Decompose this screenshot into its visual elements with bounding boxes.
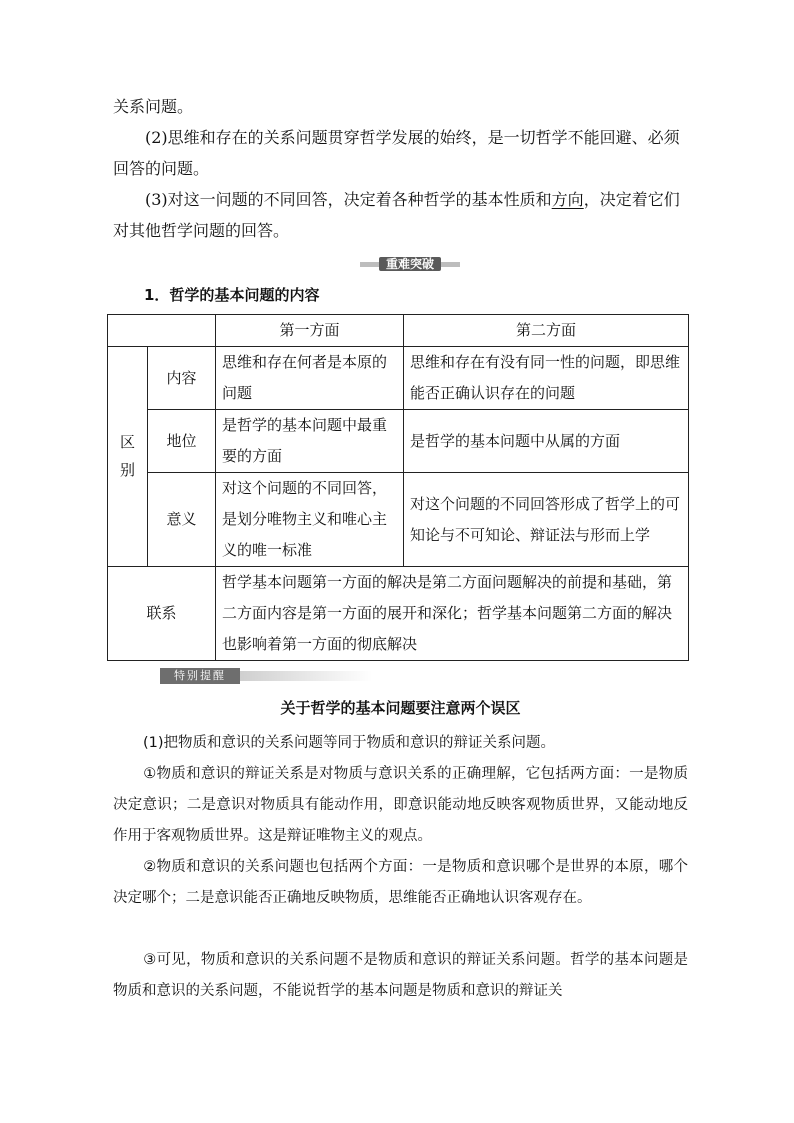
row-first-cell: 是哲学的基本问题中最重要的方面 <box>216 410 404 473</box>
table-header-row <box>108 315 689 347</box>
group-label-cell <box>108 347 148 567</box>
comparison-table <box>107 314 689 661</box>
section-heading: 1．哲学的基本问题的内容 <box>144 286 320 304</box>
tip-label: 特别提醒 <box>160 668 240 684</box>
tip-paragraph <box>113 945 688 1007</box>
tip-paragraph-text: ③可见，物质和意识的关系问题不是物质和意识的辩证关系问题。哲学的基本问题是物质和意识的关系问题，不能说哲学的基本问题是物质和意识的辩证关 <box>113 952 688 999</box>
header-first-aspect: 第一方面 <box>216 315 404 347</box>
row-aspect-label: 内容 <box>148 347 216 410</box>
tip-paragraph-text: ②物质和意识的关系问题也包括两个方面：一是物质和意识哪个是世界的本原，哪个决定哪个；二是意识能否正确地反映物质，思维能否正确地认识客观存在。 <box>113 859 688 906</box>
table-row <box>108 410 689 473</box>
header-second-aspect: 第二方面 <box>404 315 689 347</box>
intro-point-3 <box>113 184 688 246</box>
tip-paragraph <box>113 728 688 759</box>
row-first-cell: 对这个问题的不同回答，是划分唯物主义和唯心主义的唯一标准 <box>216 473 404 567</box>
row-aspect-label: 地位 <box>148 410 216 473</box>
table-row <box>108 473 689 567</box>
row-aspect-label: 意义 <box>148 473 216 567</box>
intro-point-3-rest: ，决定着它们对其他哲学问题的回答。 <box>113 190 680 240</box>
row-second-cell: 是哲学的基本问题中从属的方面 <box>404 410 689 473</box>
intro-point-3-text: (3)对这一问题的不同回答，决定着各种哲学的基本性质和 <box>145 190 552 209</box>
table-row <box>108 347 689 410</box>
tip-fade-bar <box>240 671 372 681</box>
tip-paragraph <box>113 759 688 852</box>
intro-underlined-term: 方向 <box>551 190 584 209</box>
row-second-cell: 对这个问题的不同回答形成了哲学上的可知论与不可知论、辩证法与形而上学 <box>404 473 689 567</box>
tip-banner <box>150 668 372 684</box>
table-corner-cell <box>108 315 216 347</box>
banner-label: 重难突破 <box>379 257 441 271</box>
relation-text: 哲学基本问题第一方面的解决是第二方面问题解决的前提和基础，第二方面内容是第一方面的展开和深化；哲学基本问题第二方面的解决也影响着第一方面的彻底解决 <box>216 567 689 661</box>
tip-paragraph-text: (1)把物质和意识的关系问题等同于物质和意识的辩证关系问题。 <box>143 735 556 751</box>
row-first-cell: 思维和存在何者是本原的问题 <box>216 347 404 410</box>
intro-point-2-text: (2)思维和存在的关系问题贯穿哲学发展的始终，是一切哲学不能回避、必须回答的问题。 <box>113 128 680 178</box>
group-label: 区别 <box>119 432 135 479</box>
table-relation-row <box>108 567 689 661</box>
row-second-cell: 思维和存在有没有同一性的问题，即思维能否正确认识存在的问题 <box>404 347 689 410</box>
section-banner <box>360 257 460 271</box>
intro-continuation: 关系问题。 <box>113 97 194 116</box>
tip-paragraph-text: ①物质和意识的辩证关系是对物质与意识关系的正确理解，它包括两方面：一是物质决定意识；二是意识对物质具有能动作用，即意识能动地反映客观物质世界，又能动地反作用于客观物质世界。这是辩证唯物主义的观点。 <box>113 766 688 844</box>
tip-paragraph <box>113 852 688 914</box>
intro-point-2 <box>113 122 688 184</box>
tip-title: 关于哲学的基本问题要注意两个误区 <box>280 699 521 717</box>
relation-label: 联系 <box>108 567 216 661</box>
